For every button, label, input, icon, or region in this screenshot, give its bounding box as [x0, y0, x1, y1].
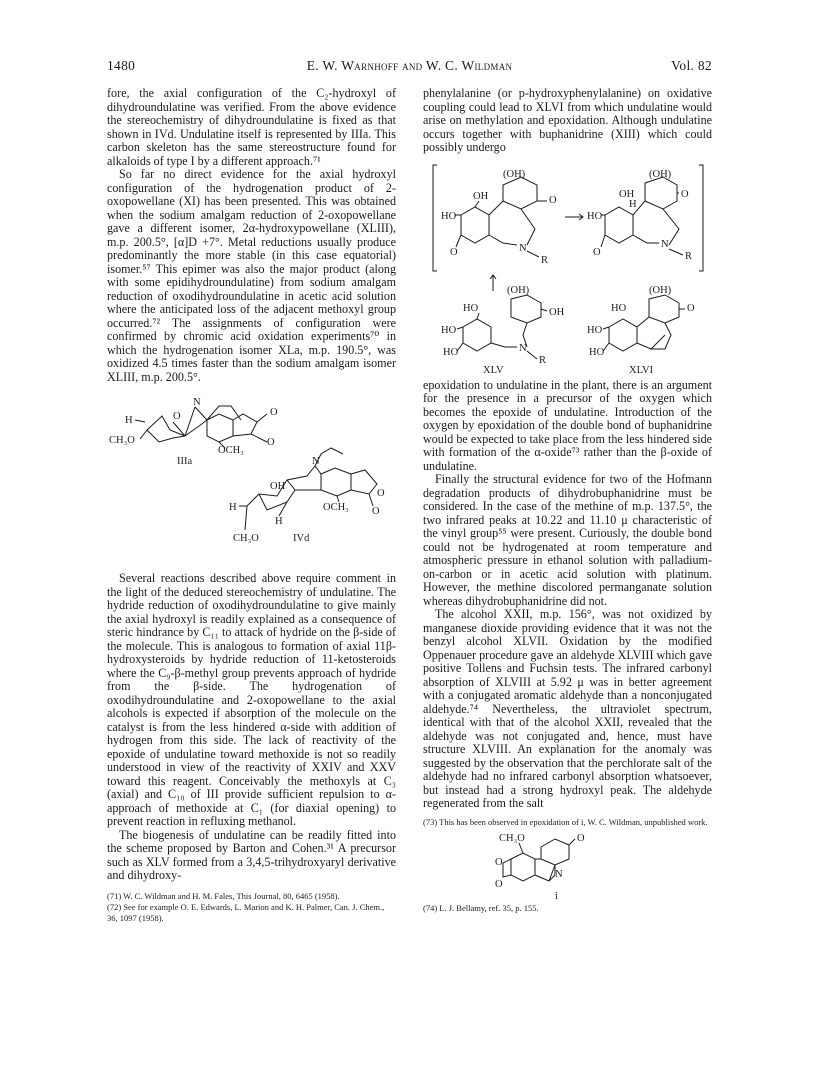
footnote: (74) L. J. Bellamy, ref. 35, p. 155. — [423, 903, 539, 913]
atom-label: CH₃O — [233, 533, 259, 544]
atom-label: HO — [587, 324, 603, 336]
footnotes-right-bottom — [423, 903, 712, 914]
paragraph: fore, the axial configuration of the C₂-hydroxyl of dihydroundulatine was verified. From the above evidence the stereochemistry of dihydroundulatine is fixed as that shown in IVd. Undulatine itself is represented by IIIa. This carbon skeleton has the same stereostructure found for alkaloids of type I by a different approach.⁷¹ — [107, 86, 396, 168]
atom-label: HO — [463, 302, 479, 314]
header-volume: Vol. 82 — [671, 58, 712, 73]
structures-IIIa-IVd — [107, 392, 396, 572]
atom-label: OH — [473, 190, 489, 202]
header-authors: E. W. Warnhoff and W. C. Wildman — [306, 58, 513, 73]
atom-label: N — [661, 238, 669, 250]
atom-label: N — [519, 342, 527, 354]
paragraph: phenylalanine (or p-hydroxyphenylalanine) on oxidative coupling could lead to XLVI from which undulatine would arise on methylation and epoxidation. Although undulatine occurs together with buphanidrine (XIII) which could possibly undergo — [423, 86, 712, 154]
compound-label: XLVI — [629, 364, 654, 376]
footnotes-right — [423, 817, 712, 828]
left-column — [107, 87, 396, 924]
atom-label: N — [312, 456, 320, 467]
atom-label: H — [125, 415, 133, 426]
atom-label: (OH) — [649, 168, 672, 180]
atom-label: O — [372, 506, 380, 517]
right-column — [423, 87, 712, 915]
atom-label: O — [681, 188, 689, 200]
atom-label: HO — [587, 210, 603, 222]
atom-label: O — [549, 194, 557, 206]
paragraph: The biogenesis of undulatine can be readily fitted into the scheme proposed by Barton and Cohen.³¹ A precursor such as XLV formed from a 3,4,5-trihydroxyaryl derivative and dihydroxy- — [107, 827, 396, 882]
atom-label: N — [193, 397, 201, 408]
atom-label: HO — [441, 210, 457, 222]
atom-label: O — [577, 833, 585, 844]
structure-i — [423, 829, 712, 903]
paragraph: epoxidation to undulatine in the plant, there is an argument for the presence in a precursor of the oxygen which becomes the epoxide of undulatine. Introduction of the oxygen by epoxidation of the double bond of buphanidrine would be expected to take place from the less hindered side with formation of the α-oxide⁷³ rather than the β-oxide of undulatine. — [423, 377, 712, 473]
biogenesis-scheme — [423, 159, 712, 379]
atom-label: CH₃O — [109, 435, 135, 446]
atom-label: HO — [443, 346, 459, 358]
footnote: (73) This has been observed in epoxidation of i, W. C. Wildman, unpublished work. — [423, 816, 708, 827]
structure-diagram — [423, 829, 712, 903]
atom-label: (OH) — [503, 168, 526, 180]
atom-label: O — [593, 246, 601, 258]
atom-label: R — [539, 354, 547, 366]
atom-label: OH — [549, 306, 565, 318]
atom-label: O — [495, 857, 503, 868]
atom-label: R — [685, 250, 693, 262]
paragraph: The alcohol XXII, m.p. 156°, was not oxidized by manganese dioxide providing evidence that it was not the benzyl alcohol XLVII. Oxidation by the modified Oppenauer procedure gave an aldehyde XLVIII which gave positive Tollens and Fuchsin tests. The infrared carbonyl absorption of XLVIII at 5.92 μ was in better agreement with a conjugated aromatic aldehyde than a nonconjugated aldehyde.⁷⁴ Nevertheless, the ultraviolet spectrum, identical with that of the alcohol XXII, revealed that the aldehyde was not conjugated and, hence, must have structure XLVIII. An explanation for the anomaly was suggested by the observation that the perchlorate salt of the aldehyde had no infrared carbonyl absorption whatsoever, but instead had a strong hydroxyl peak. The aldehyde regenerated from the salt — [423, 607, 712, 810]
page-number: 1480 — [107, 58, 136, 73]
atom-label: O — [450, 246, 458, 258]
compound-label: XLV — [483, 364, 504, 376]
atom-label: R — [541, 254, 549, 266]
paragraph: So far no direct evidence for the axial hydroxyl configuration of the hydrogenation product of 2-oxopowellane (XI) has been presented. This was obtained when the sodium amalgam reduction of 2-oxopowellane gave a different isomer, 2α-hydroxypowellane (XLIII), m.p. 200.5°, [α]D +7°. Metal reductions usually produce predominantly the more stable (in this case equatorial) isomer.⁵⁷ This epimer was also the major product (along with some epidihydroundulatine) from sodium amalgam reduction of oxodihydroundulatine in acetic acid solution where the anticipated loss of the adjacent methoxyl group occurred.⁷² The assignments of configuration were confirmed by chromic acid oxidation experiments⁷⁰ in which the hydrogenation isomer XLa, m.p. 190.5°, was oxidized 4.5 times faster than the sodium amalgam isomer XLIII, m.p. 200.5°. — [107, 167, 396, 384]
footnote: (72) See for example O. E. Edwards, L. Marion and K. H. Palmer, Can. J. Chem., 36, 1097 (1958). — [107, 902, 385, 923]
atom-label: N — [555, 869, 563, 880]
atom-label: OCH₃ — [218, 445, 244, 456]
atom-label: HO — [441, 324, 457, 336]
atom-label: (OH) — [649, 284, 672, 296]
atom-label: CH₃O — [499, 833, 525, 844]
atom-label: O — [495, 879, 503, 890]
running-header — [107, 58, 712, 76]
atom-label: O — [173, 411, 181, 422]
paragraph: Several reactions described above require comment in the light of the deduced stereochemistry of undulatine. The hydride reduction of oxodihydroundulatine to give mainly the axial hydroxyl is readily explained as a consequence of steric hindrance by C₁₁ to attack of hydride on the β-side of the molecule. This is analogous to formation of axial 11β-hydroxysteroids by hydride reduction of 11-ketosteroids where the C₉-β-methyl group prevents approach of hydride from the β-side. The hydrogenation of oxodihydroundulatine and 2-oxopowellane to the axial alcohols is expected if absorption of the molecule on the catalyst is from the less hindered α-side with addition of hydrogen from this side. The lack of reactivity of the epoxide of undulatine toward methoxide is not so readily understood in view of the reactivity of XXIV and XXV toward this reagent. Conceivably the methoxyls at C₃ (axial) and C₁₀ of III provide sufficient repulsion to α-approach of methoxide at C₁ (for diaxial opening) to prevent reaction in refluxing methanol. — [107, 571, 396, 828]
paragraph: Finally the structural evidence for two of the Hofmann degradation products of dihydrobuphanidrine must be considered. In the case of the methine of m.p. 137.5°, the two infrared peaks at 10.22 and 11.10 μ characteristic of the vinyl group⁵⁵ were present. Curiously, the double bond could not be hydrogenated at room temperature and atmospheric pressure in ethanol solution with palladium-on-carbon or in acetic acid solution with platinum. However, the methine discolored permanganate solution whereas dihydrobuphanidrine did not. — [423, 472, 712, 608]
atom-label: O — [377, 488, 385, 499]
atom-label: H — [229, 502, 237, 513]
atom-label: HO — [611, 302, 627, 314]
compound-label: IIIa — [177, 456, 193, 467]
footnotes-left — [107, 891, 396, 924]
atom-label: O — [687, 302, 695, 314]
atom-label: H — [629, 198, 637, 210]
atom-label: OH — [619, 188, 635, 200]
scheme-diagram — [423, 159, 712, 379]
footnote: (71) W. C. Wildman and H. M. Fales, This Journal, 80, 6465 (1958). — [107, 890, 340, 901]
atom-label: OH — [270, 481, 286, 492]
atom-label: O — [267, 437, 275, 448]
atom-label: HO — [589, 346, 605, 358]
atom-label: O — [270, 407, 278, 418]
atom-label: (OH) — [507, 284, 530, 296]
structure-diagram — [107, 392, 396, 572]
compound-label: IVd — [293, 533, 310, 544]
atom-label: N — [519, 242, 527, 254]
atom-label: OCH₃ — [323, 502, 349, 513]
compound-label: i — [555, 891, 558, 902]
atom-label: H — [275, 516, 283, 527]
